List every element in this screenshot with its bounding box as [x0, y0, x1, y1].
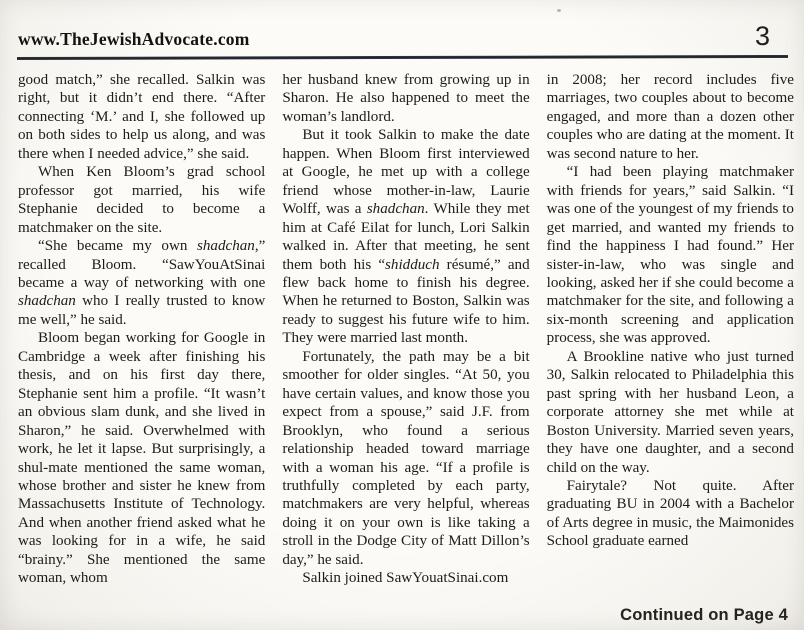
text-run: good match,” she recalled. Salkin was right, but it didn’t end there. “After connecting ‘M.’ and I, she followed up on both sides to help us along, and was there when I needed advice,” she said. [18, 72, 266, 162]
paragraph [547, 477, 794, 551]
italic-text-run: shadchan [18, 293, 76, 310]
paragraph [282, 569, 529, 587]
text-run: Fortunately, the path may be a bit smoother for older singles. “At 50, you have certain values, and know those you expect from a spouse,” said J.F. from Brooklyn, who found a serious relationship headed toward marriage with a woman his age. “If a profile is truthfully completed by each party, matchmakers are very helpful, whereas doing it on your own is like taking a stroll in the Dodge City of Matt Dillon’s day,” he said. [282, 348, 530, 568]
paragraph [547, 163, 794, 348]
text-run: When Ken Bloom’s grad school professor got married, his wife Stephanie decided to become a matchmaker on the site. [18, 164, 266, 236]
page-header [0, 0, 804, 50]
article-column-1 [18, 71, 265, 618]
site-url: www.TheJewishAdvocate.com [18, 29, 250, 49]
continued-notice: Continued on Page 4 [620, 606, 788, 624]
text-run: But it took Salkin to make the date happen. When Bloom first interviewed at Google, he met up with a college friend whose mother-in-law, Laurie Wolff, was a [282, 127, 530, 218]
paragraph [282, 71, 529, 126]
italic-text-run: shidduch [385, 256, 440, 273]
text-run: “I had been playing matchmaker with friends for years,” said Salkin. “I was one of the youngest of my friends to get married, and wanted my friends to find the happiness I had found.” Her sister-in-law, who was single and looking, asked her if she could become a matchmaker for the site, and following a six-month screening and application process, she was approved. [546, 164, 794, 347]
article-column-2 [282, 71, 529, 618]
text-run: . While they met him at Café Eilat for lunch, Lori Salkin walked in. After that meeting, he sent them both his “ [282, 201, 530, 273]
paragraph [18, 237, 265, 329]
italic-text-run: shadchan [366, 201, 425, 218]
text-run: who I really trusted to know me well,” he said. [18, 293, 266, 328]
article-column-3 [547, 71, 794, 618]
text-run: her husband knew from growing up in Sharon. He also happened to meet the woman’s landlord. [282, 72, 530, 125]
paragraph [282, 126, 529, 347]
text-run: ,” recalled Bloom. “SawYouAtSinai became a way of networking with one [18, 238, 266, 291]
text-run: in 2008; her record includes five marriages, two couples about to become engaged, and more than a dozen other couples who are dating at the moment. It was second nature to her. [546, 72, 794, 162]
paragraph [18, 329, 265, 587]
paragraph [18, 71, 265, 163]
text-run: “She became my own [38, 238, 197, 255]
page-number: 3 [754, 21, 770, 51]
paragraph [282, 348, 529, 569]
text-run: Fairytale? Not quite. After graduating BU in 2004 with a Bachelor of Arts degree in music, the Maimonides School graduate earned [546, 477, 794, 550]
paragraph [547, 71, 794, 163]
text-run: Bloom began working for Google in Cambridge a week after finishing his thesis, and on his first day there, Stephanie sent him a profile. “It wasn’t an obvious slam dunk, and she lived in Sharon,” he said. Overwhelmed with work, he let it lapse. But surprisingly, a shul-mate mentioned the same woman, whose brother and sister he knew from Massachusetts Institute of Technology. And when another friend asked what he was looking for in a wife, he said “brainy.” She mentioned the same woman, whom [18, 330, 266, 587]
text-run: Salkin joined SawYouatSinai.com [302, 570, 509, 587]
text-run: résumé,” and flew back home to finish his degree. When he returned to Boston, Salkin was ready to suggest his future wife to him. They were married last month. [282, 256, 530, 347]
italic-text-run: shadchan [196, 238, 255, 255]
paragraph [18, 163, 265, 237]
article-columns [0, 59, 804, 618]
paragraph [547, 348, 794, 477]
text-run: A Brookline native who just turned 30, Salkin relocated to Philadelphia this past spring with her husband Leon, a corporate attorney she met while at Boston University. Married seven years, they have one daughter, and a second child on the way. [546, 348, 794, 476]
scan-speck [557, 9, 561, 12]
